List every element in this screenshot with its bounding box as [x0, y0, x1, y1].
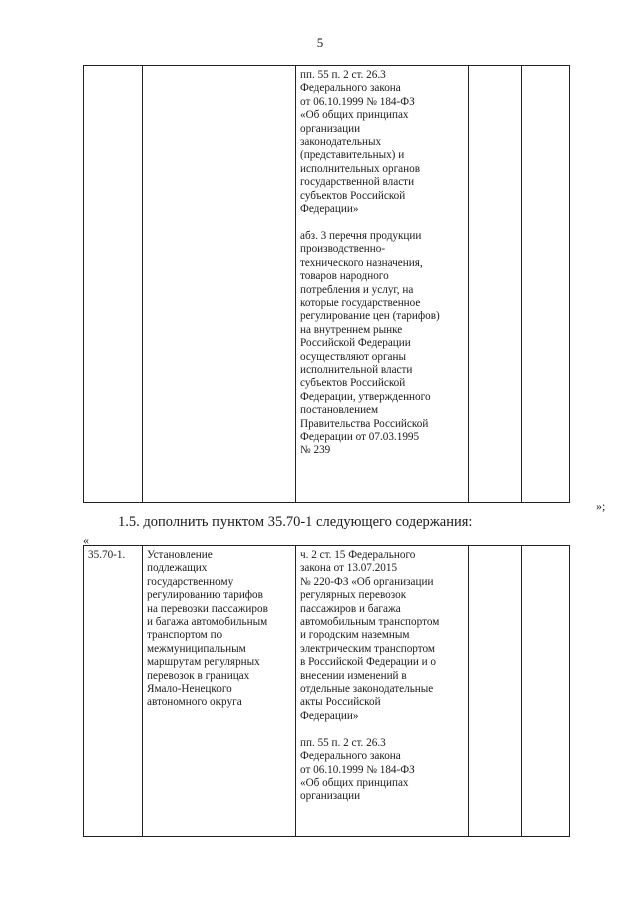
legal-refs-text: ч. 2 ст. 15 Федерального закона от 13.07.2015 № 220-ФЗ «Об организации регулярных перевозок пассажиров и багажа автомобильным транспортом и городским наземным электрическим транспортом в Российской Федерации и о внесении изменений в отдельные законодательные акты Российской Федерации» пп. 55 п. 2 ст. 26.3 Федерального закона от 06.10.1999 № 184-ФЗ «Об общих принципах организации	[300, 549, 440, 803]
top-table	[83, 65, 570, 503]
amendment-text: 1.5. дополнить пунктом 35.70-1 следующего содержания:	[118, 514, 473, 530]
page-number: 5	[316, 35, 324, 50]
description-cell	[143, 66, 296, 503]
table-row	[84, 66, 570, 503]
item-description: Установление подлежащих государственному регулированию тарифов на перевозки пассажиров и багажа автомобильным транспортом по межмуниципальным маршрутам регулярных перевозок в границах Ямало-Ненецкого автономного округа	[147, 549, 268, 709]
table-row	[84, 546, 570, 837]
number-cell	[84, 66, 143, 503]
bottom-table	[83, 545, 570, 837]
legal-refs-cell	[296, 66, 469, 503]
empty-cell	[522, 546, 570, 837]
opening-mark: «	[83, 533, 89, 547]
legal-refs-cell	[296, 546, 469, 837]
empty-cell	[469, 546, 522, 837]
description-cell	[143, 546, 296, 837]
closing-mark: »;	[596, 499, 606, 513]
item-number: 35.70-1.	[88, 549, 126, 561]
empty-cell	[469, 66, 522, 503]
number-cell	[84, 546, 143, 837]
empty-cell	[522, 66, 570, 503]
legal-refs-text: пп. 55 п. 2 ст. 26.3 Федерального закона от 06.10.1999 № 184-ФЗ «Об общих принципах организации законодательных (представительных) и исполнительных органов государственной власти субъектов Российской Федерации» абз. 3 перечня продукции производственно- технического назначения, товаров народного потребления и услуг, на которые государственное регулирование цен (тарифов) на внутреннем рынке Российской Федерации осуществляют органы исполнительной власти субъектов Российской Федерации, утвержденного постановлением Правительства Российской Федерации от 07.03.1995 № 239	[300, 69, 440, 457]
